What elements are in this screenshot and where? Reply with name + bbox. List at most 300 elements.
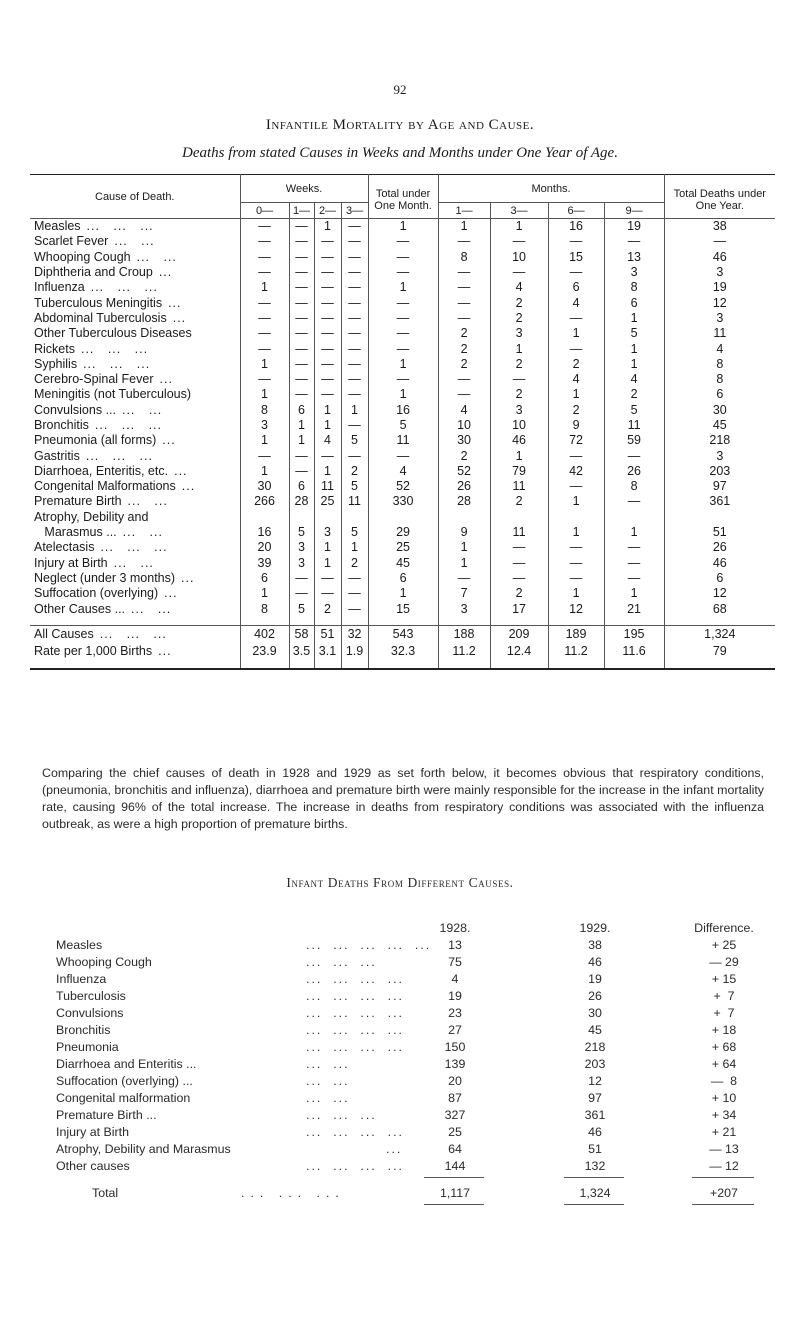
diff-value-difference: — 29: [709, 955, 739, 969]
total-underline-diff: [692, 1204, 754, 1205]
value-cell: 12: [548, 601, 604, 616]
diff-value-1929: 361: [584, 1108, 606, 1122]
value-cell: 5: [289, 525, 314, 540]
value-cell: —: [240, 234, 289, 249]
value-cell: 3: [490, 403, 548, 418]
diff-value-difference: + 21: [711, 1125, 737, 1139]
cause-cell: [30, 372, 240, 387]
cause-name: Suffocation (overlying): [34, 586, 159, 601]
value-cell: 30: [438, 433, 490, 448]
cause-name: Convulsions ...: [34, 402, 116, 417]
value-cell: 5: [368, 418, 438, 433]
cause-leader-dots: ...: [164, 586, 178, 601]
table-row: [30, 571, 775, 586]
diff-value-difference: — 12: [709, 1159, 739, 1173]
value-cell: [438, 510, 490, 525]
value-cell: —: [240, 265, 289, 280]
infant-mortality-table: [30, 174, 775, 670]
cause-leader-dots: ... ...: [127, 494, 168, 509]
diff-row: [56, 1090, 756, 1107]
value-cell: 6: [664, 571, 775, 586]
header-month-2: 6—: [548, 203, 604, 219]
cause-name: Tuberculous Meningitis: [34, 295, 163, 310]
diff-cause-name: Other causes: [56, 1159, 130, 1173]
table-row: [30, 372, 775, 387]
value-cell: 3.5: [289, 643, 314, 660]
value-cell: —: [314, 586, 341, 601]
cause-leader-dots: ... ...: [114, 234, 155, 249]
cause-cell: [30, 403, 240, 418]
diff-header-row: [56, 920, 756, 937]
diff-row: [56, 1039, 756, 1056]
value-cell: —: [368, 265, 438, 280]
value-cell: 21: [604, 601, 664, 616]
value-cell: [289, 510, 314, 525]
value-cell: 4: [438, 403, 490, 418]
cause-leader-dots: ...: [158, 643, 172, 658]
diff-row: [56, 1073, 756, 1090]
cause-cell: [30, 311, 240, 326]
cause-cell: [30, 643, 240, 660]
value-cell: 32: [341, 625, 368, 643]
table-row: [30, 311, 775, 326]
spacer-cell: [604, 660, 664, 669]
cause-cell: [30, 265, 240, 280]
diff-total-1929: 1,324: [579, 1186, 611, 1200]
spacer-cell: [664, 617, 775, 626]
cause-cell: [30, 219, 240, 235]
table-row: [30, 280, 775, 295]
value-cell: 1: [314, 219, 341, 235]
diff-value-1929: 46: [588, 1125, 602, 1139]
value-cell: 38: [664, 219, 775, 235]
diff-cause-name: Measles: [56, 938, 103, 952]
diff-row: [56, 1107, 756, 1124]
cause-leader-dots: ... ...: [121, 402, 163, 417]
value-cell: 5: [289, 601, 314, 616]
value-cell: [548, 510, 604, 525]
spacer-cell: [314, 617, 341, 626]
diff-value-1928: 150: [444, 1040, 466, 1054]
diff-total-difference: +207: [710, 1186, 738, 1200]
cause-cell: [30, 556, 240, 571]
value-cell: —: [341, 295, 368, 310]
value-cell: 6: [548, 280, 604, 295]
value-cell: —: [604, 540, 664, 555]
value-cell: 1: [368, 219, 438, 235]
value-cell: 11.2: [438, 643, 490, 660]
value-cell: 2: [604, 387, 664, 402]
spacer-cell: [30, 660, 240, 669]
value-cell: 11: [341, 494, 368, 509]
value-cell: 2: [490, 387, 548, 402]
value-cell: 12: [664, 295, 775, 310]
value-cell: —: [664, 234, 775, 249]
value-cell: 4: [490, 280, 548, 295]
cause-cell: [30, 448, 240, 463]
value-cell: 5: [341, 433, 368, 448]
cause-name: Diphtheria and Croup: [34, 265, 153, 280]
diff-cause-name: Tuberculosis: [56, 989, 126, 1003]
cause-leader-dots: ... ... ...: [90, 280, 158, 295]
value-cell: 2: [490, 311, 548, 326]
header-week-3: 3—: [341, 203, 368, 219]
header-months: Months.: [438, 175, 664, 203]
value-cell: 3: [664, 265, 775, 280]
value-cell: —: [240, 372, 289, 387]
value-cell: 52: [438, 464, 490, 479]
cause-cell: [30, 464, 240, 479]
value-cell: —: [548, 571, 604, 586]
diff-leader-dots: ... ... ... ...: [306, 1023, 404, 1037]
cause-name: Gastritis: [34, 448, 80, 463]
cause-name: Scarlet Fever: [34, 234, 109, 249]
diff-value-1928: 327: [444, 1108, 466, 1122]
value-cell: 15: [548, 250, 604, 265]
value-cell: 26: [438, 479, 490, 494]
value-cell: 361: [664, 494, 775, 509]
cause-leader-dots: ...: [168, 295, 182, 310]
value-cell: 11: [490, 479, 548, 494]
spacer-cell: [548, 660, 604, 669]
value-cell: —: [240, 448, 289, 463]
value-cell: —: [438, 280, 490, 295]
diff-value-1928: 13: [448, 938, 462, 952]
value-cell: 23.9: [240, 643, 289, 660]
value-cell: —: [289, 372, 314, 387]
value-cell: 6: [664, 387, 775, 402]
diff-table-title: Infant Deaths From Different Causes.: [286, 875, 514, 890]
value-cell: 1: [240, 387, 289, 402]
diff-value-difference: + 10: [711, 1091, 737, 1105]
value-cell: 3.1: [314, 643, 341, 660]
value-cell: 5: [604, 326, 664, 341]
table-row: [30, 540, 775, 555]
value-cell: 1: [368, 357, 438, 372]
value-cell: —: [438, 295, 490, 310]
diff-total-dots: ... ... ...: [241, 1186, 345, 1200]
spacer-cell: [490, 617, 548, 626]
value-cell: —: [368, 295, 438, 310]
table-row: [30, 250, 775, 265]
table-row: [30, 219, 775, 235]
value-cell: 1: [240, 357, 289, 372]
cause-leader-dots: ... ...: [122, 525, 163, 540]
value-cell: —: [490, 571, 548, 586]
diff-cause-name: Congenital malformation: [56, 1091, 191, 1105]
value-cell: 25: [314, 494, 341, 509]
value-cell: —: [289, 311, 314, 326]
value-cell: —: [548, 234, 604, 249]
table-row: [30, 403, 775, 418]
table-row: [30, 525, 775, 540]
value-cell: —: [314, 250, 341, 265]
table-row: [30, 643, 775, 660]
value-cell: 32.3: [368, 643, 438, 660]
value-cell: 11: [664, 326, 775, 341]
value-cell: 6: [240, 571, 289, 586]
total-underline-1929: [564, 1204, 624, 1205]
cause-name: Other Causes ...: [34, 601, 126, 616]
table-row: [30, 295, 775, 310]
spacer-cell: [289, 660, 314, 669]
spacer-cell: [438, 660, 490, 669]
value-cell: —: [341, 586, 368, 601]
cause-cell: [30, 234, 240, 249]
value-cell: 52: [368, 479, 438, 494]
value-cell: —: [289, 219, 314, 235]
header-week-2: 2—: [314, 203, 341, 219]
value-cell: 3: [289, 556, 314, 571]
value-cell: —: [341, 341, 368, 356]
value-cell: 4: [664, 341, 775, 356]
value-cell: —: [368, 311, 438, 326]
header-total-year: Total Deaths under One Year.: [664, 175, 775, 219]
value-cell: 10: [490, 250, 548, 265]
spacer-row: [30, 617, 775, 626]
cause-cell: [30, 295, 240, 310]
value-cell: 1: [368, 387, 438, 402]
diff-leader-dots: ... ... ... ...: [306, 1006, 404, 1020]
value-cell: —: [341, 571, 368, 586]
diff-header-1929: 1929.: [579, 921, 611, 935]
value-cell: 10: [438, 418, 490, 433]
diff-cause-name: Injury at Birth: [56, 1125, 129, 1139]
diff-row: [56, 1141, 756, 1158]
value-cell: 28: [438, 494, 490, 509]
value-cell: —: [490, 540, 548, 555]
value-cell: 5: [341, 479, 368, 494]
value-cell: —: [289, 357, 314, 372]
cause-name: Influenza: [34, 280, 85, 295]
value-cell: 59: [604, 433, 664, 448]
diff-value-1929: 97: [588, 1091, 602, 1105]
value-cell: —: [548, 556, 604, 571]
cause-cell: [30, 250, 240, 265]
cause-leader-dots: ... ... ...: [86, 219, 154, 234]
value-cell: —: [341, 311, 368, 326]
value-cell: —: [289, 265, 314, 280]
cause-leader-dots: ... ... ...: [85, 448, 153, 463]
value-cell: 402: [240, 625, 289, 643]
value-cell: —: [368, 234, 438, 249]
value-cell: 1: [548, 494, 604, 509]
value-cell: [604, 510, 664, 525]
spacer-cell: [240, 660, 289, 669]
value-cell: [368, 510, 438, 525]
value-cell: —: [314, 387, 341, 402]
value-cell: [341, 510, 368, 525]
value-cell: 8: [438, 250, 490, 265]
spacer-cell: [604, 617, 664, 626]
table-row: [30, 464, 775, 479]
diff-total-label: Total: [92, 1186, 119, 1200]
cause-name: Rate per 1,000 Births: [34, 643, 153, 658]
table-row: [30, 556, 775, 571]
diff-value-1928: 19: [448, 989, 462, 1003]
diff-leader-dots: ... ...: [306, 1074, 350, 1088]
value-cell: [664, 510, 775, 525]
value-cell: —: [548, 341, 604, 356]
diff-value-1929: 19: [588, 972, 602, 986]
value-cell: 1: [314, 464, 341, 479]
value-cell: 2: [438, 357, 490, 372]
value-cell: 1: [490, 219, 548, 235]
value-cell: —: [438, 571, 490, 586]
value-cell: 4: [314, 433, 341, 448]
cause-cell: [30, 586, 240, 601]
value-cell: 19: [604, 219, 664, 235]
diff-value-1928: 27: [448, 1023, 462, 1037]
value-cell: 79: [490, 464, 548, 479]
diff-value-difference: + 68: [711, 1040, 737, 1054]
value-cell: 203: [664, 464, 775, 479]
value-cell: 2: [341, 556, 368, 571]
diff-value-1928: 20: [448, 1074, 462, 1088]
value-cell: 1: [314, 540, 341, 555]
value-cell: —: [289, 586, 314, 601]
diff-value-difference: + 7: [713, 1006, 735, 1020]
table-row: [30, 510, 775, 525]
value-cell: 11: [314, 479, 341, 494]
value-cell: 8: [240, 403, 289, 418]
cause-name: Abdominal Tuberculosis: [34, 310, 167, 325]
cause-leader-dots: ...: [181, 570, 195, 585]
value-cell: 42: [548, 464, 604, 479]
value-cell: 12: [664, 586, 775, 601]
diff-leader-dots: ... ... ... ...: [306, 1125, 404, 1139]
value-cell: 39: [240, 556, 289, 571]
diff-value-1928: 23: [448, 1006, 462, 1020]
value-cell: —: [341, 250, 368, 265]
diff-leader-dots: ... ... ... ...: [306, 989, 404, 1003]
cause-name: Meningitis (not Tuberculous): [34, 387, 192, 402]
value-cell: 11: [604, 418, 664, 433]
value-cell: 1: [240, 280, 289, 295]
value-cell: —: [490, 372, 548, 387]
spacer-cell: [341, 617, 368, 626]
value-cell: —: [341, 219, 368, 235]
header-month-3: 9—: [604, 203, 664, 219]
value-cell: —: [314, 311, 341, 326]
value-cell: 3: [490, 326, 548, 341]
header-month-1: 3—: [490, 203, 548, 219]
diff-header-1928: 1928.: [439, 921, 471, 935]
cause-leader-dots: ...: [172, 310, 187, 325]
table-row: [30, 479, 775, 494]
cause-cell: [30, 357, 240, 372]
value-cell: 1: [240, 586, 289, 601]
diff-cause-name: Influenza: [56, 972, 107, 986]
value-cell: 3: [664, 448, 775, 463]
value-cell: —: [289, 234, 314, 249]
value-cell: 16: [240, 525, 289, 540]
value-cell: —: [314, 265, 341, 280]
diff-row: [56, 1005, 756, 1022]
diff-row: [56, 937, 756, 954]
value-cell: 218: [664, 433, 775, 448]
value-cell: 97: [664, 479, 775, 494]
table-row: [30, 357, 775, 372]
value-cell: —: [438, 387, 490, 402]
diff-value-difference: + 34: [711, 1108, 737, 1122]
value-cell: —: [314, 280, 341, 295]
diff-value-difference: + 64: [711, 1057, 737, 1071]
commentary-paragraph: Comparing the chief causes of death in 1928 and 1929 as set forth below, it becomes obvious that respiratory conditions, (pneumonia, bronchitis and influenza), diarrhoea and premature birth were mainly responsible for the increase in the infant mortality rate, causing 96% of the total increase. The increase in deaths from respiratory conditions was associated with the influenza outbreak, as were a high proportion of premature births.: [42, 766, 764, 831]
table-row: [30, 601, 775, 616]
diff-cause-name: Atrophy, Debility and Marasmus: [56, 1142, 231, 1156]
cause-name: Premature Birth: [34, 494, 122, 509]
diff-value-1928: 25: [448, 1125, 462, 1139]
value-cell: 1: [548, 525, 604, 540]
diff-value-1929: 203: [584, 1057, 606, 1071]
diff-value-difference: — 8: [710, 1074, 738, 1088]
value-cell: —: [604, 494, 664, 509]
value-cell: 11: [368, 433, 438, 448]
value-cell: —: [289, 387, 314, 402]
diff-value-1928: 139: [444, 1057, 466, 1071]
value-cell: 2: [490, 295, 548, 310]
value-cell: 68: [664, 601, 775, 616]
value-cell: 72: [548, 433, 604, 448]
cause-name: Measles: [34, 219, 81, 234]
spacer-cell: [548, 617, 604, 626]
value-cell: 1: [604, 311, 664, 326]
value-cell: —: [490, 556, 548, 571]
table-row: [30, 494, 775, 509]
value-cell: 45: [664, 418, 775, 433]
value-cell: 4: [548, 295, 604, 310]
value-cell: 8: [664, 372, 775, 387]
value-cell: 6: [289, 479, 314, 494]
cause-name: Diarrhoea, Enteritis, etc.: [34, 463, 169, 478]
cause-leader-dots: ... ... ...: [99, 626, 167, 641]
value-cell: 46: [490, 433, 548, 448]
value-cell: 46: [664, 556, 775, 571]
cause-leader-dots: ...: [181, 479, 196, 494]
cause-leader-dots: ... ... ...: [83, 356, 151, 371]
diff-cause-name: Convulsions: [56, 1006, 124, 1020]
table-row: [30, 433, 775, 448]
value-cell: 16: [548, 219, 604, 235]
value-cell: 15: [368, 601, 438, 616]
cause-leader-dots: ... ... ...: [100, 540, 168, 555]
value-cell: 2: [548, 357, 604, 372]
value-cell: —: [289, 448, 314, 463]
total-rule-diff: [692, 1177, 754, 1178]
value-cell: 79: [664, 643, 775, 660]
diff-value-difference: + 7: [713, 989, 735, 1003]
value-cell: —: [548, 540, 604, 555]
value-cell: —: [289, 464, 314, 479]
value-cell: 51: [664, 525, 775, 540]
cause-cell: [30, 601, 240, 616]
value-cell: 1.9: [341, 643, 368, 660]
cause-leader-dots: ... ...: [131, 601, 172, 616]
table-row: [30, 341, 775, 356]
value-cell: 1: [314, 403, 341, 418]
value-cell: 4: [604, 372, 664, 387]
diff-leader-dots: ... ... ...: [306, 1108, 377, 1122]
diff-leader-dots: ... ... ... ...: [306, 972, 404, 986]
value-cell: —: [240, 250, 289, 265]
value-cell: —: [314, 295, 341, 310]
spacer-cell: [490, 660, 548, 669]
value-cell: —: [289, 280, 314, 295]
diff-value-1929: 30: [588, 1006, 602, 1020]
cause-cell: [30, 387, 240, 402]
diff-total-row: [56, 1185, 756, 1202]
